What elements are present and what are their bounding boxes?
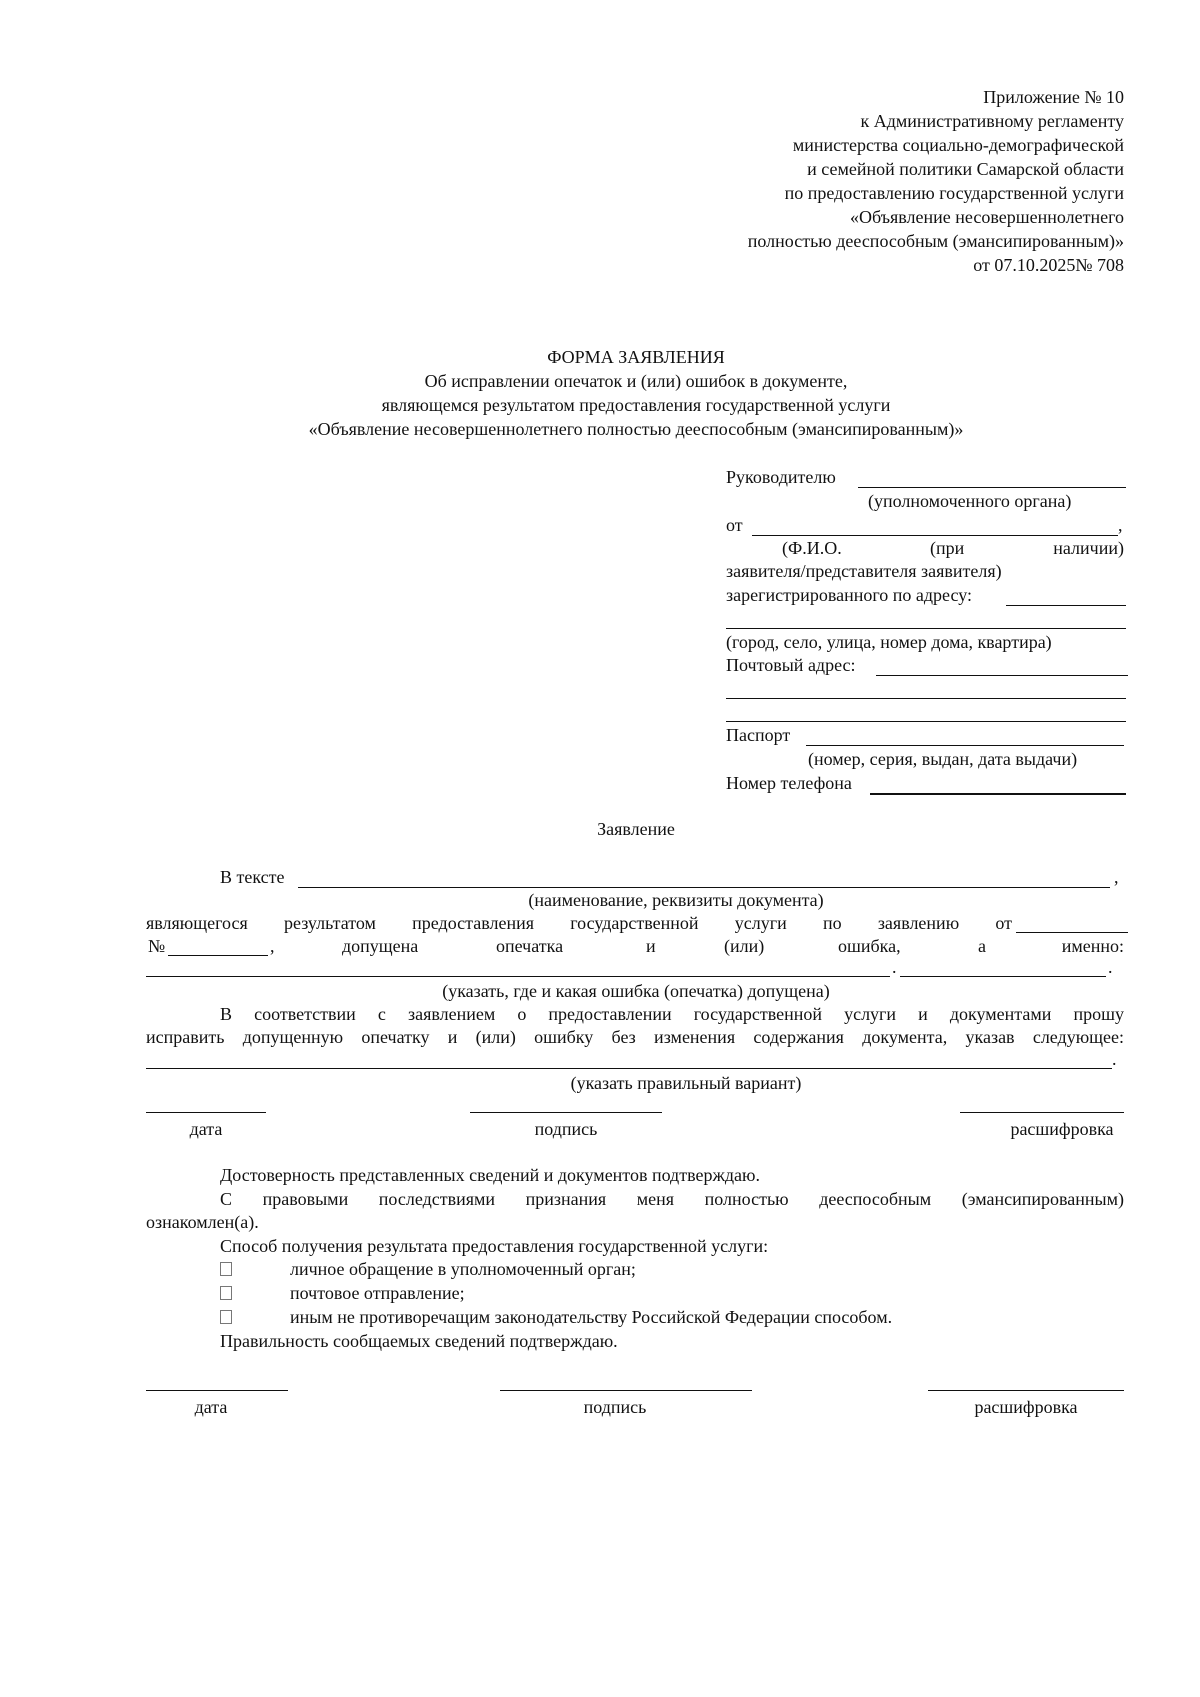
option-label: иным не противоречащим законодательству Российской Федерации способом.	[290, 1307, 893, 1327]
comma: ,	[1118, 515, 1123, 535]
fio-hint: (при	[930, 538, 965, 558]
option-label: почтовое отправление;	[290, 1283, 465, 1303]
word: являющегося	[146, 913, 248, 933]
authority-hint: (уполномоченного органа)	[868, 491, 1072, 511]
word: полностью	[704, 1189, 789, 1209]
word: (или)	[724, 936, 765, 956]
passport-field[interactable]	[806, 745, 1124, 746]
form-subtitle-line: «Объявление несовершеннолетнего полностью дееспособным (эмансипированным)»	[308, 419, 964, 439]
word: и	[646, 936, 656, 956]
date-field[interactable]	[146, 1112, 266, 1113]
form-subtitle-line: являющемся результатом предоставления государственной услуги	[381, 395, 891, 415]
date-label: дата	[194, 1397, 228, 1417]
application-number-field[interactable]	[168, 955, 268, 956]
postal-address-field-3[interactable]	[726, 721, 1126, 722]
form-title: ФОРМА ЗАЯВЛЕНИЯ	[547, 347, 725, 367]
fio-hint: (Ф.И.О.	[782, 538, 842, 558]
word: результатом	[283, 913, 376, 933]
word: признания	[525, 1189, 607, 1209]
comma: ,	[270, 936, 275, 956]
from-label: от	[726, 515, 743, 535]
postal-address-label: Почтовый адрес:	[726, 655, 856, 675]
word: меня	[636, 1189, 675, 1209]
fio-hint: наличии)	[1053, 538, 1124, 558]
registered-address-field-2[interactable]	[726, 628, 1126, 629]
dot: .	[1108, 957, 1113, 977]
fio-hint-line2: заявителя/представителя заявителя)	[726, 561, 1002, 581]
signature-label: подпись	[534, 1119, 598, 1139]
consequences-line	[220, 1188, 1124, 1210]
option-checkbox[interactable]	[220, 1258, 232, 1280]
word: услуги	[734, 913, 787, 933]
appendix-line: по предоставлению государственной услуги	[784, 183, 1124, 203]
registered-address-label: зарегистрированного по адресу:	[726, 585, 972, 605]
application-date-field[interactable]	[1016, 932, 1128, 933]
appendix-line: к Административному регламенту	[860, 111, 1124, 131]
reliability-text: Достоверность представленных сведений и документов подтверждаю.	[220, 1165, 760, 1185]
word: заявлению	[877, 913, 960, 933]
error-description-field[interactable]	[146, 976, 890, 977]
option-checkbox[interactable]	[220, 1282, 232, 1304]
document-hint: (наименование, реквизиты документа)	[528, 890, 824, 910]
word: допущена	[342, 936, 419, 956]
appendix-line: Приложение № 10	[983, 87, 1124, 107]
decoding-field[interactable]	[928, 1390, 1124, 1391]
word: С	[220, 1189, 233, 1209]
correctness-text: Правильность сообщаемых сведений подтверждаю.	[220, 1331, 618, 1351]
error-hint: (указать, где и какая ошибка (опечатка) допущена)	[442, 981, 830, 1001]
option-label: личное обращение в уполномоченный орган;	[290, 1259, 636, 1279]
appendix-line: «Объявление несовершеннолетнего	[850, 207, 1124, 227]
in-text-label: В тексте	[220, 867, 285, 887]
word: последствиями	[378, 1189, 496, 1209]
head-label: Руководителю	[726, 467, 836, 487]
date-label: дата	[189, 1119, 223, 1139]
registered-address-field[interactable]	[1006, 605, 1126, 606]
consequences-end: ознакомлен(а).	[146, 1212, 259, 1232]
document-name-field[interactable]	[298, 887, 1110, 888]
checkbox-icon	[220, 1262, 232, 1276]
appendix-line: от 07.10.2025№ 708	[973, 255, 1124, 275]
word: от	[995, 913, 1012, 933]
word: дееспособным	[819, 1189, 932, 1209]
number-sign: №	[148, 936, 166, 956]
passport-label: Паспорт	[726, 725, 791, 745]
word: по	[822, 913, 842, 933]
appendix-line: полностью дееспособным (эмансипированным)»	[747, 231, 1124, 251]
request-line: В соответствии с заявлением о предоставлении государственной услуги и документами прошу	[220, 1004, 1124, 1024]
head-name-field[interactable]	[858, 487, 1126, 488]
dot: .	[892, 957, 897, 977]
word: именно:	[1061, 936, 1124, 956]
word: а	[978, 936, 986, 956]
dot: .	[1112, 1049, 1117, 1069]
error-description-field-2[interactable]	[900, 976, 1106, 977]
appendix-line: министерства социально-демографической	[792, 135, 1124, 155]
method-label: Способ получения результата предоставления государственной услуги:	[220, 1236, 769, 1256]
appendix-line: и семейной политики Самарской области	[807, 159, 1124, 179]
word: ошибка,	[838, 936, 901, 956]
word: предоставления	[412, 913, 534, 933]
decoding-label: расшифровка	[1010, 1119, 1114, 1139]
word: государственной	[570, 913, 699, 933]
option-checkbox[interactable]	[220, 1306, 232, 1328]
phone-label: Номер телефона	[726, 773, 852, 793]
correct-variant-field[interactable]	[146, 1068, 1112, 1069]
form-subtitle-line: Об исправлении опечаток и (или) ошибок в документе,	[424, 371, 848, 391]
postal-address-field[interactable]	[876, 675, 1128, 676]
correct-hint: (указать правильный вариант)	[570, 1073, 802, 1093]
date-field[interactable]	[146, 1390, 288, 1391]
statement-heading: Заявление	[597, 819, 675, 839]
signature-field[interactable]	[500, 1390, 752, 1391]
checkbox-icon	[220, 1286, 232, 1300]
comma: ,	[1114, 867, 1119, 887]
decoding-label: расшифровка	[974, 1397, 1078, 1417]
request-line: исправить допущенную опечатку и (или) ошибку без изменения содержания документа, указав следующее:	[146, 1027, 1124, 1047]
result-of-service-line	[146, 912, 1012, 934]
applicant-name-field[interactable]	[752, 535, 1118, 536]
word: (эмансипированным)	[961, 1189, 1125, 1209]
signature-label: подпись	[583, 1397, 647, 1417]
postal-address-field-2[interactable]	[726, 698, 1126, 699]
address-hint: (город, село, улица, номер дома, квартира)	[726, 632, 1052, 652]
phone-field[interactable]	[870, 793, 1126, 795]
word: опечатка	[496, 936, 564, 956]
signature-field[interactable]	[470, 1112, 662, 1113]
passport-hint: (номер, серия, выдан, дата выдачи)	[808, 749, 1078, 769]
decoding-field[interactable]	[960, 1112, 1124, 1113]
checkbox-icon	[220, 1310, 232, 1324]
word: правовыми	[262, 1189, 349, 1209]
